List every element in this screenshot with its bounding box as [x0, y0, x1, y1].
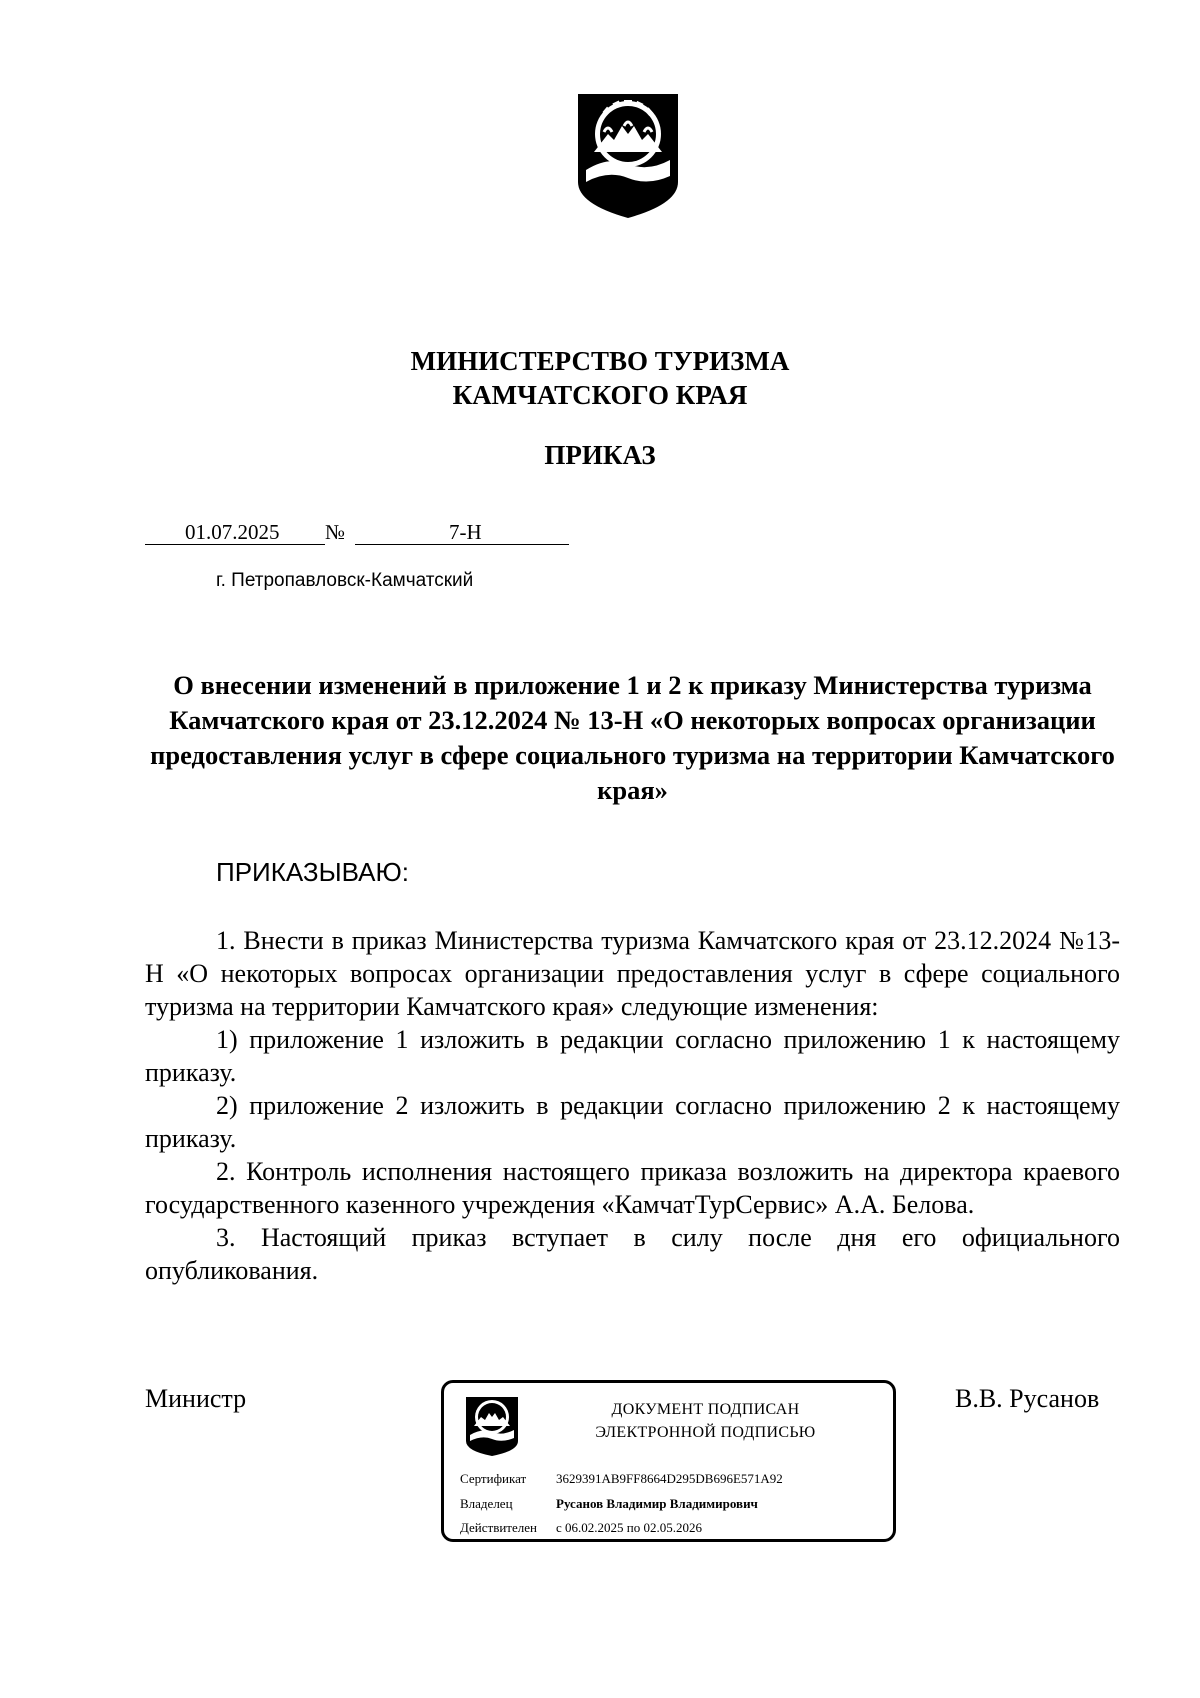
certificate-label: Сертификат	[460, 1471, 527, 1486]
ministry-name-line2: КАМЧАТСКОГО КРАЯ	[452, 380, 748, 410]
paragraph-1-1: 1) приложение 1 изложить в редакции согласно приложению 1 к настоящему приказу.	[145, 1025, 1120, 1087]
order-subject: О внесении изменений в приложение 1 и 2 к приказу Министерства туризма Камчатского края от 23.12.2024 № 13-Н «О некоторых вопросах организации предоставления услуг в сфере социального туризма на территории Камчатского края»	[150, 670, 1115, 805]
order-date: 01.07.2025	[185, 520, 280, 544]
validity-value: с 06.02.2025 по 02.05.2026	[556, 1520, 702, 1535]
order-word: ПРИКАЗЫВАЮ:	[216, 857, 409, 887]
city: г. Петропавловск-Камчатский	[216, 570, 474, 591]
paragraph-3: 3. Настоящий приказ вступает в силу после дня его официального опубликования.	[145, 1223, 1120, 1285]
ministry-name-line1: МИНИСТЕРСТВО ТУРИЗМА	[410, 346, 790, 376]
signatory-name: В.В. Русанов	[955, 1384, 1100, 1413]
stamp-title-line2: ЭЛЕКТРОННОЙ ПОДПИСЬЮ	[595, 1424, 816, 1441]
stamp-emblem-icon	[464, 1395, 520, 1457]
electronic-signature-stamp	[441, 1380, 896, 1542]
coat-of-arms-emblem	[574, 90, 682, 220]
number-underline	[355, 544, 569, 545]
paragraph-1: 1. Внести в приказ Министерства туризма Камчатского края от 23.12.2024 №13-Н «О некоторых вопросах организации предоставления услуг в сфере социального туризма на территории Камчатского края» следующие изменения:	[145, 926, 1120, 1021]
document-type: ПРИКАЗ	[544, 440, 656, 470]
paragraph-2: 2. Контроль исполнения настоящего приказа возложить на директора краевого государственного казенного учреждения «КамчатТурСервис» А.А. Белова.	[145, 1157, 1120, 1219]
order-number: 7-Н	[449, 520, 482, 544]
owner-label: Владелец	[460, 1496, 513, 1511]
owner-row	[460, 1496, 758, 1512]
date-underline	[145, 544, 325, 545]
number-sign: №	[325, 520, 346, 544]
certificate-row	[460, 1471, 783, 1487]
paragraph-1-2: 2) приложение 2 изложить в редакции согласно приложению 2 к настоящему приказу.	[145, 1091, 1120, 1153]
validity-label: Действителен	[460, 1520, 537, 1535]
validity-row	[460, 1520, 702, 1536]
certificate-value: 3629391AB9FF8664D295DB696E571A92	[556, 1471, 783, 1486]
stamp-title-line1: ДОКУМЕНТ ПОДПИСАН	[611, 1401, 800, 1418]
order-body	[145, 924, 1120, 1287]
signatory-position: Министр	[145, 1384, 247, 1413]
owner-value: Русанов Владимир Владимирович	[556, 1496, 758, 1511]
